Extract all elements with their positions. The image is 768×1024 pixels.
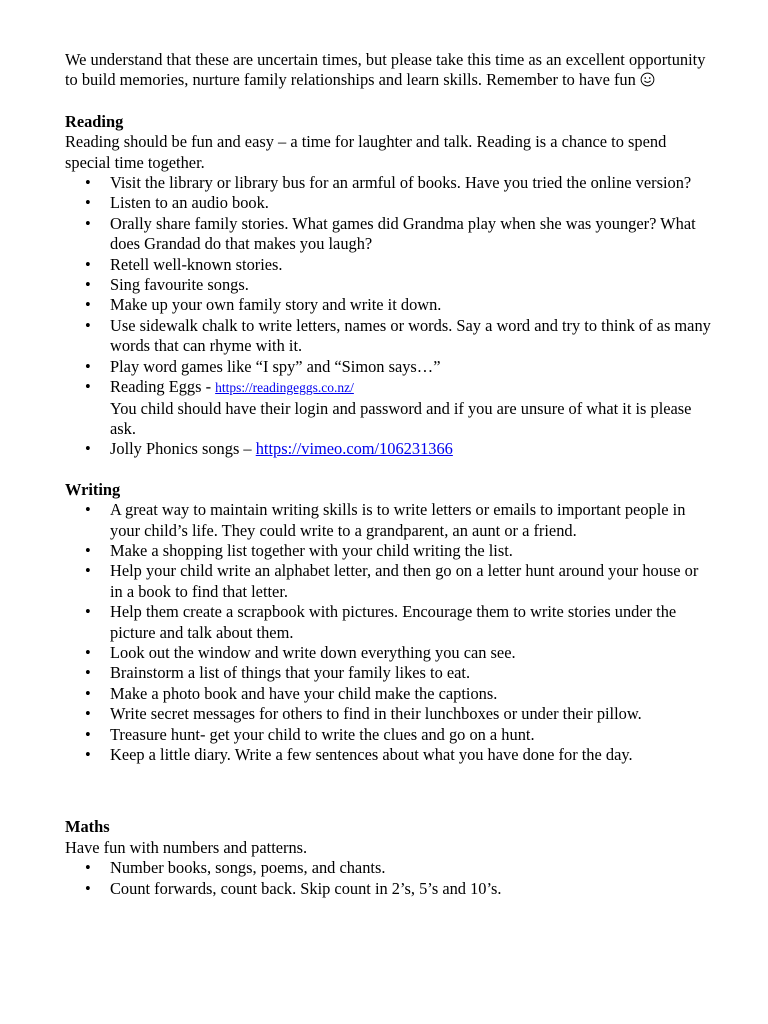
section-spacer: [65, 460, 715, 480]
list-item: • Visit the library or library bus for an armful of books. Have you tried the online version?: [65, 173, 715, 193]
list-item: • Number books, songs, poems, and chants.: [65, 858, 715, 878]
list-item: • Use sidewalk chalk to write letters, names or words. Say a word and try to think of as many words that can rhyme with it.: [65, 316, 715, 357]
jolly-phonics-link[interactable]: https://vimeo.com/106231366: [255, 439, 453, 459]
smiley-face-icon: [640, 72, 655, 87]
reading-eggs-label: Reading Eggs -: [110, 377, 216, 397]
list-item: • Write secret messages for others to find in their lunchboxes or under their pillow.: [65, 704, 715, 724]
list-item: • Help your child write an alphabet letter, and then go on a letter hunt around your house or in a book to find that letter.: [65, 561, 715, 602]
list-item: • Listen to an audio book.: [65, 193, 715, 213]
list-item: • Make a photo book and have your child make the captions.: [65, 684, 715, 704]
list-item: • Help them create a scrapbook with pictures. Encourage them to write stories under the picture and talk about them.: [65, 602, 715, 643]
maths-list: [65, 858, 715, 899]
list-item: • Brainstorm a list of things that your family likes to eat.: [65, 663, 715, 683]
list-item: • Count forwards, count back. Skip count in 2’s, 5’s and 10’s.: [65, 879, 715, 899]
maths-intro: Have fun with numbers and patterns.: [65, 837, 308, 857]
intro-text: We understand that these are uncertain times, but please take this time as an excellent opportunity to build memories, nurture family relationships and learn skills. Remember to have fun: [65, 50, 706, 90]
list-item: • Sing favourite songs.: [65, 275, 715, 295]
reading-list: [65, 173, 715, 460]
list-item: • Make a shopping list together with your child writing the list.: [65, 541, 715, 561]
reading-intro: Reading should be fun and easy – a time for laughter and talk. Reading is a chance to spend special time together.: [65, 132, 667, 172]
document-page: [65, 50, 715, 899]
list-item: • Make up your own family story and write it down.: [65, 295, 715, 315]
list-item: • Look out the window and write down everything you can see.: [65, 643, 715, 663]
list-item-jolly-phonics: [65, 439, 715, 459]
reading-eggs-note: You child should have their login and password and if you are unsure of what it is please ask.: [110, 398, 692, 438]
list-item: • Retell well-known stories.: [65, 255, 715, 275]
writing-list: [65, 500, 715, 765]
writing-heading: Writing: [65, 479, 121, 499]
list-item: • Keep a little diary. Write a few sentences about what you have done for the day.: [65, 745, 715, 765]
reading-heading: Reading: [65, 111, 124, 131]
list-item: • Treasure hunt- get your child to write the clues and go on a hunt.: [65, 725, 715, 745]
list-item: • Orally share family stories. What games did Grandma play when she was younger? What does Grandad do that makes you laugh?: [65, 214, 715, 255]
intro-paragraph: [65, 50, 715, 91]
jolly-phonics-label: Jolly Phonics songs –: [110, 439, 256, 459]
list-item: • Play word games like “I spy” and “Simon says…”: [65, 357, 715, 377]
list-item-reading-eggs: [65, 377, 715, 439]
reading-eggs-link[interactable]: https://readingeggs.co.nz/: [215, 380, 354, 396]
section-spacer: [65, 765, 715, 817]
list-item: • A great way to maintain writing skills is to write letters or emails to important people in your child’s life. They could write to a grandparent, an aunt or a friend.: [65, 500, 715, 541]
maths-heading: Maths: [65, 817, 110, 837]
